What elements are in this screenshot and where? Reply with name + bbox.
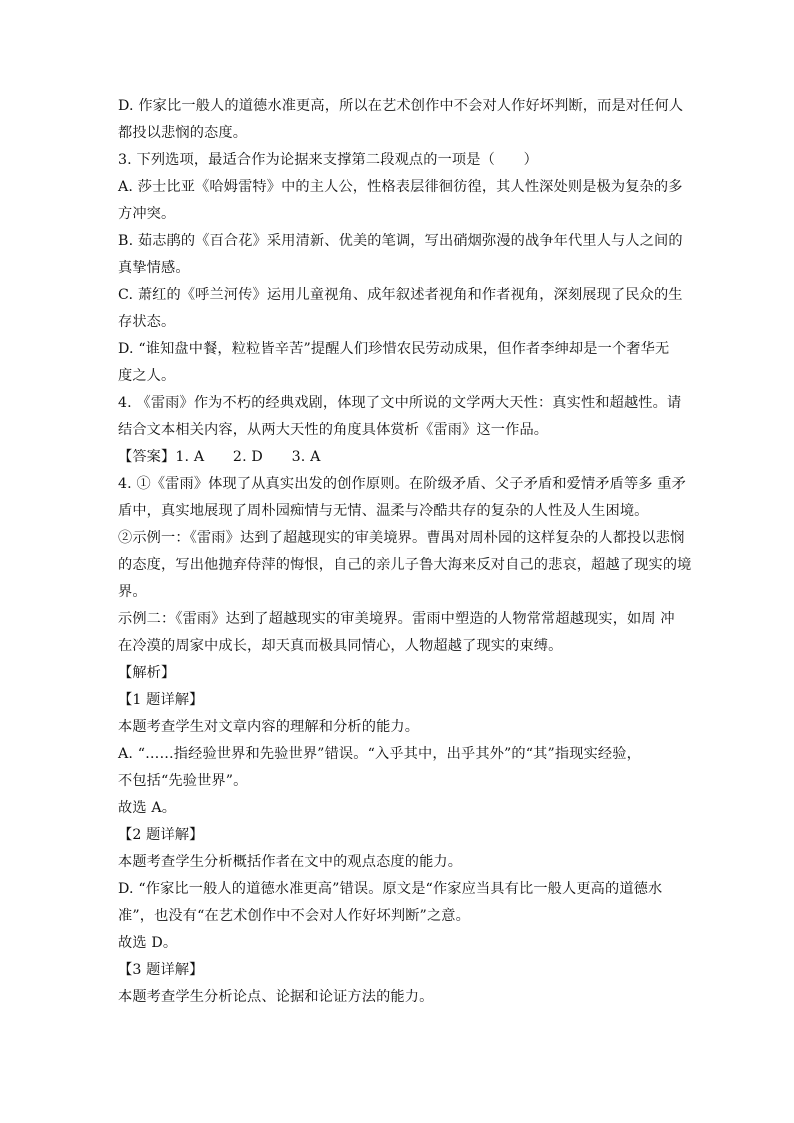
q1-detail-text-2: A. “……指经验世界和先验世界”错误。“入乎其中，出乎其外”的“其”指现实经验， — [118, 746, 641, 762]
example-1-line-1: ②示例一：《雷雨》达到了超越现实的审美境界。曹禺对周朴园的这样复杂的人都投以悲悯 — [118, 530, 685, 546]
option-b-line-2: 真挚情感。 — [118, 260, 190, 276]
q1-detail-heading: 【1 题详解】 — [118, 692, 204, 708]
option-a-line-2: 方冲突。 — [118, 206, 176, 222]
example-2-line-1: 示例二：《雷雨》达到了超越现实的审美境界。雷雨中塑造的人物常常超越现实，如周 冲 — [118, 611, 675, 627]
example-1-line-2: 的态度，写出他抛弃侍萍的悔恨，自己的亲儿子鲁大海来反对自己的悲哀，超越了现实的境 — [118, 557, 692, 573]
answer-4-part-1-line-2: 盾中，真实地展现了周朴园痴情与无情、温柔与冷酷共存的复杂的人性及人生困境。 — [118, 503, 649, 519]
q1-choice: 故选 A。 — [118, 800, 177, 816]
q2-detail-text-3: 准”，也没有“在艺术创作中不会对人作好坏判断”之意。 — [118, 908, 470, 924]
option-d-line-1: D. “谁知盘中餐，粒粒皆辛苦”提醒人们珍惜农民劳动成果，但作者李绅却是一个奢华无 — [118, 341, 670, 357]
q1-detail-text-3: 不包括“先验世界”。 — [118, 773, 248, 789]
q2-detail-heading: 【2 题详解】 — [118, 827, 204, 843]
question-4-line-2: 结合文本相关内容，从两大天性的角度具体赏析《雷雨》这一作品。 — [118, 422, 549, 438]
question-3-stem: 3. 下列选项，最适合作为论据来支撑第二段观点的一项是（ ） — [118, 152, 538, 168]
example-1-line-3: 界。 — [118, 584, 147, 600]
option-d-text-line-2: 都投以悲悯的态度。 — [118, 125, 248, 141]
q2-detail-text-1: 本题考查学生分析概括作者在文中的观点态度的能力。 — [118, 854, 463, 870]
q2-choice: 故选 D。 — [118, 935, 178, 951]
option-a-line-1: A. 莎士比亚《哈姆雷特》中的主人公，性格表层徘徊彷徨，其人性深处则是极为复杂的多 — [118, 179, 683, 195]
answer-key: 【答案】1. A 2. D 3. A — [118, 449, 321, 465]
q1-detail-text-1: 本题考查学生对文章内容的理解和分析的能力。 — [118, 719, 420, 735]
q3-detail-heading: 【3 题详解】 — [118, 962, 204, 978]
option-b-line-1: B. 茹志鹃的《百合花》采用清新、优美的笔调，写出硝烟弥漫的战争年代里人与人之间的 — [118, 233, 683, 249]
analysis-heading: 【解析】 — [118, 665, 176, 681]
option-d-line-2: 度之人。 — [118, 368, 176, 384]
option-d-text-line-1: D. 作家比一般人的道德水准更高，所以在艺术创作中不会对人作好坏判断，而是对任何人 — [118, 98, 684, 114]
example-2-line-2: 在冷漠的周家中成长，却天真而极具同情心，人物超越了现实的束缚。 — [118, 638, 563, 654]
q3-detail-text-1: 本题考查学生分析论点、论据和论证方法的能力。 — [118, 989, 434, 1005]
option-c-line-1: C. 萧红的《呼兰河传》运用儿童视角、成年叙述者视角和作者视角，深刻展现了民众的生 — [118, 287, 683, 303]
question-4-line-1: 4. 《雷雨》作为不朽的经典戏剧，体现了文中所说的文学两大天性：真实性和超越性。请 — [118, 395, 682, 411]
q2-detail-text-2: D. “作家比一般人的道德水准更高”错误。原文是“作家应当具有比一般人更高的道德水 — [118, 881, 663, 897]
answer-4-part-1-line-1: 4. ①《雷雨》体现了从真实出发的创作原则。在阶级矛盾、父子矛盾和爱情矛盾等多 重矛 — [118, 476, 686, 492]
option-c-line-2: 存状态。 — [118, 314, 176, 330]
